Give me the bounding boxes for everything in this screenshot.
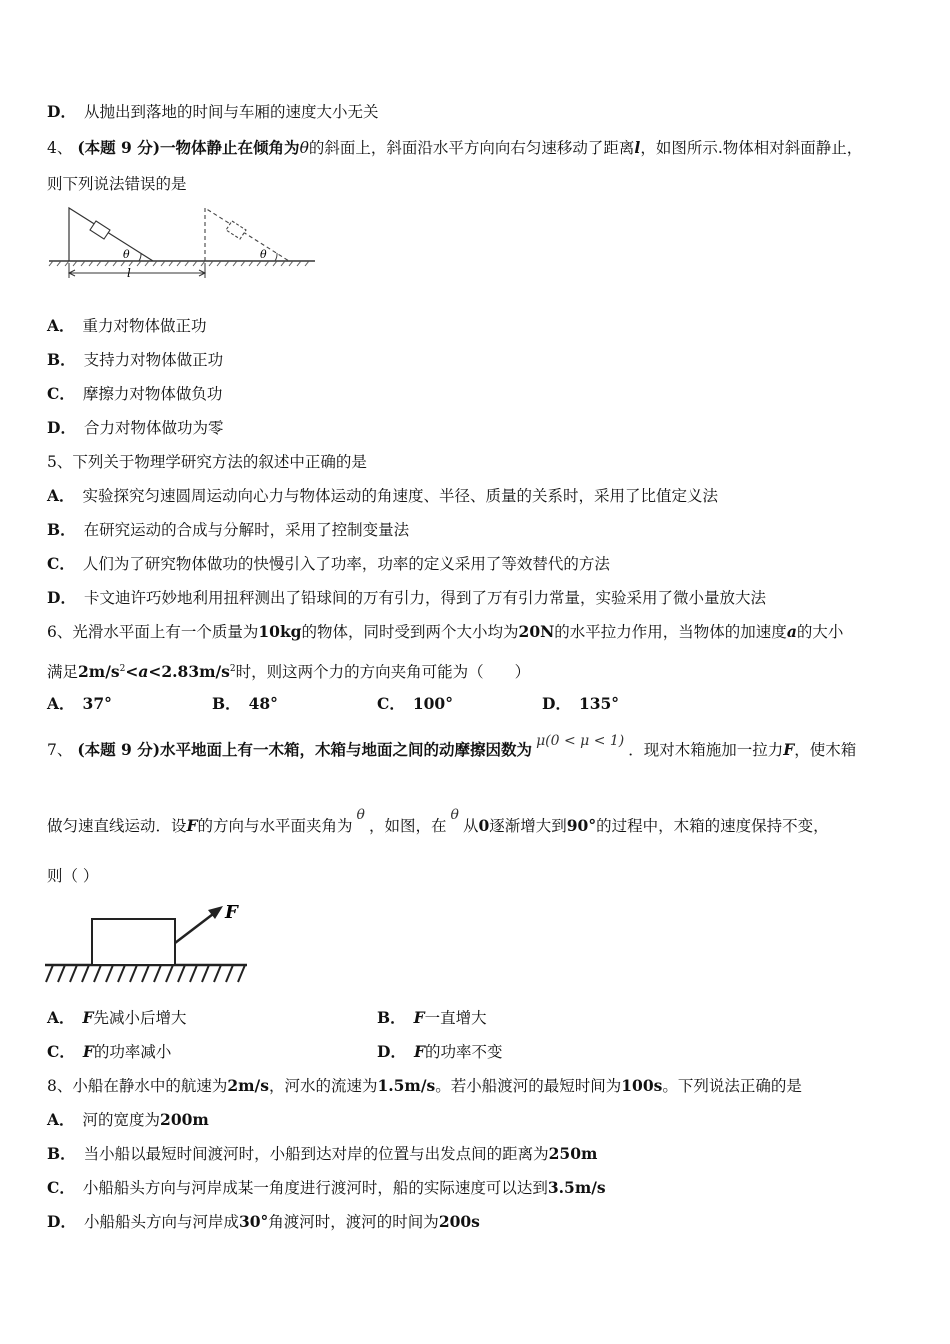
q4-option-b: B． 支持力对物体做正功 (47, 350, 224, 369)
q4-stem-line2: 则下列说法错误的是 (47, 175, 187, 193)
q8-stem: 8、小船在静水中的航速为2m/s，河水的流速为1.5m/s。若小船渡河的最短时间为100s。下列说法正确的是 (47, 1076, 802, 1095)
q5-option-b: B． 在研究运动的合成与分解时，采用了控制变量法 (47, 520, 410, 539)
q6-option-a: A． 37° (47, 694, 112, 713)
q5-stem: 5、下列关于物理学研究方法的叙述中正确的是 (47, 453, 367, 471)
l-label: l (127, 266, 131, 280)
mu-expression: μ(0 < μ < 1) (536, 733, 625, 749)
angle-arc-2 (275, 253, 277, 261)
q6-option-c: C． 100° (377, 694, 453, 713)
q4-text: 的斜面上，斜面沿水平方向向右匀速移动了距离 (308, 139, 635, 157)
q8-option-b: B． 当小船以最短时间渡河时，小船到达对岸的位置与出发点间的距离为250m (47, 1144, 598, 1163)
floor-hatch (46, 965, 245, 982)
q6-option-d: D． 135° (542, 694, 620, 713)
q6-option-b: B． 48° (212, 694, 278, 713)
q4-text: (本题 9 分)一物体静止在倾角为 (77, 138, 300, 157)
solid-incline (69, 208, 153, 261)
force-label: F (225, 902, 238, 923)
q8-option-c: C． 小船船头方向与河岸成某一角度进行渡河时，船的实际速度可以达到3.5m/s (47, 1178, 606, 1197)
angle-arc (139, 253, 141, 261)
q7-option-c: C． F的功率减小 (47, 1042, 172, 1061)
option-letter: D． (47, 102, 76, 121)
q7-stem-line2: 做匀速直线运动．设F的方向与水平面夹角为θ，如图，在θ从0逐渐增大到90°的过程中，木箱的速度保持不变， (47, 807, 829, 835)
q8-option-a: A． 河的宽度为200m (47, 1110, 209, 1129)
q5-option-a: A． 实验探究匀速圆周运动向心力与物体运动的角速度、半径、质量的关系时，采用了比值定义法 (47, 486, 719, 505)
force-arrow-shaft (175, 911, 217, 943)
incline-figure (47, 200, 317, 280)
q4-stem-line1 (47, 138, 862, 158)
q7-option-b: B． F一直增大 (377, 1008, 487, 1027)
q7-option-d: D． F的功率不变 (377, 1042, 503, 1061)
question-number: 4、 (47, 139, 73, 157)
theta-label-1: θ (123, 248, 130, 261)
q6-stem-line2: 满足$2m/s^2<a<2.83m/s^2$时，则这两个力的方向夹角可能为（ ） (47, 662, 531, 682)
q4-option-a: A． 重力对物体做正功 (47, 316, 207, 335)
q7-stem-line3: 则（ ） (47, 867, 99, 885)
option-text: 从抛出到落地的时间与车厢的速度大小无关 (83, 103, 379, 121)
q6-stem-line1: 6、光滑水平面上有一个质量为10kg的物体，同时受到两个大小均为20N的水平拉力作用，当物体的加速度a的大小 (47, 622, 844, 641)
box-force-figure (45, 897, 250, 987)
theta-symbol: θ (299, 139, 309, 157)
q7-stem-line1: 7、 (本题 9 分)水平地面上有一木箱，木箱与地面之间的动摩擦因数为 μ(0 < μ < 1) ．现对木箱施加一拉力F，使木箱 (47, 733, 857, 759)
q3-option-d (47, 102, 378, 122)
q5-option-c: C． 人们为了研究物体做功的快慢引入了功率，功率的定义采用了等效替代的方法 (47, 554, 610, 573)
dashed-incline (205, 208, 289, 261)
q4-text: ，如图所示.物体相对斜面静止， (640, 139, 863, 157)
theta-label-2: θ (260, 248, 267, 261)
q7-option-a: A． F先减小后增大 (47, 1008, 187, 1027)
wooden-box (92, 919, 175, 965)
q4-option-c: C． 摩擦力对物体做负功 (47, 384, 223, 403)
dashed-block (226, 221, 246, 239)
l-symbol: l (634, 138, 641, 157)
q5-option-d: D． 卡文迪许巧妙地利用扭秤测出了铅球间的万有引力，得到了万有引力常量，实验采用了微小量放大法 (47, 588, 766, 607)
q8-option-d: D． 小船船头方向与河岸成30°角渡河时，渡河的时间为200s (47, 1212, 480, 1231)
q4-option-d: D． 合力对物体做功为零 (47, 418, 224, 437)
